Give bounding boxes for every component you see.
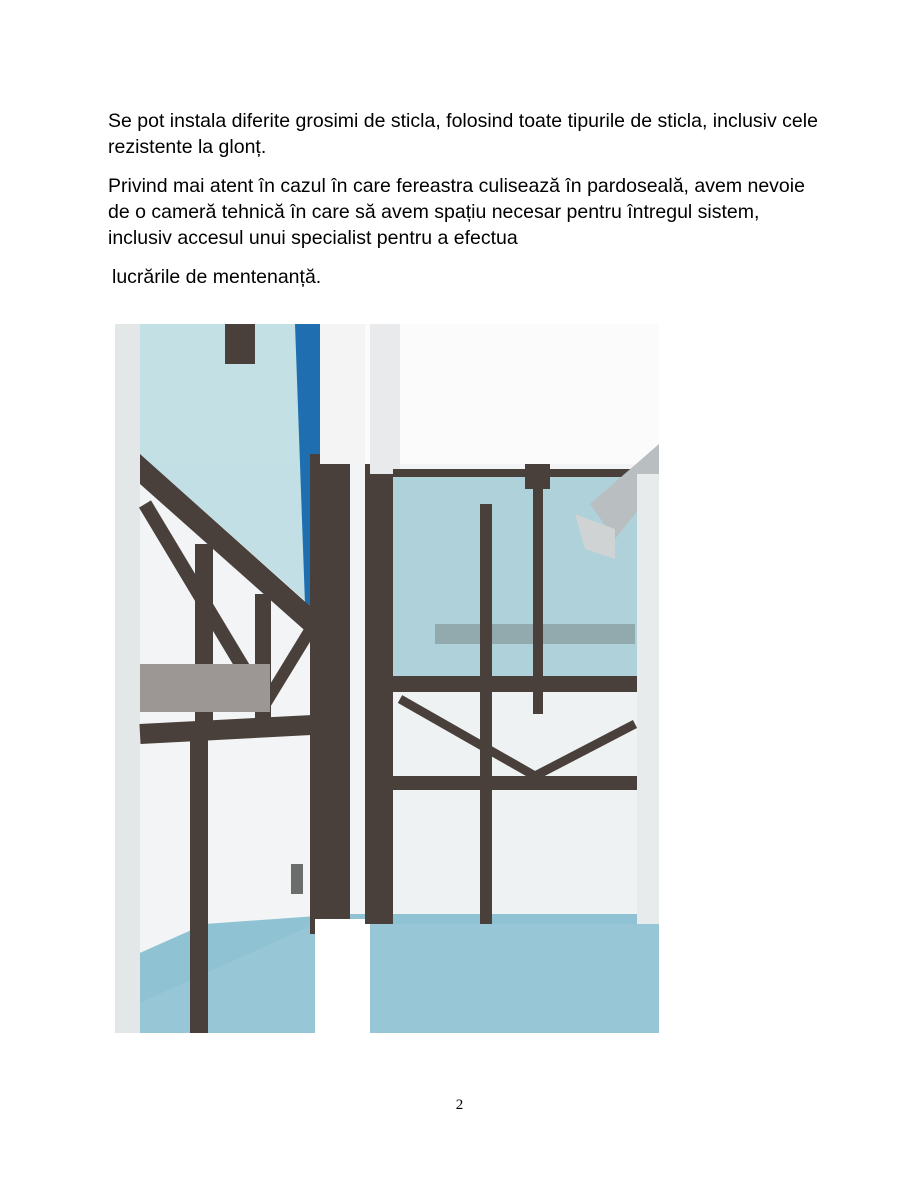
sliding-window-mechanism-photo: [115, 324, 659, 1033]
paragraph-glass-thickness: Se pot instala diferite grosimi de sticla, folosind toate tipurile de sticla, inclusiv cele rezistente la glonț.: [108, 110, 818, 158]
page-number: 2: [455, 1097, 464, 1113]
paragraph-technical-room: Privind mai atent în cazul în care fereastra culisează în pardoseală, avem nevoie de o cameră tehnică în care să avem spațiu necesar pentru întregul sistem, inclusiv accesul unui specialist pentru a efectua: [108, 175, 805, 249]
paragraph-maintenance: lucrările de mentenanță.: [112, 266, 322, 288]
